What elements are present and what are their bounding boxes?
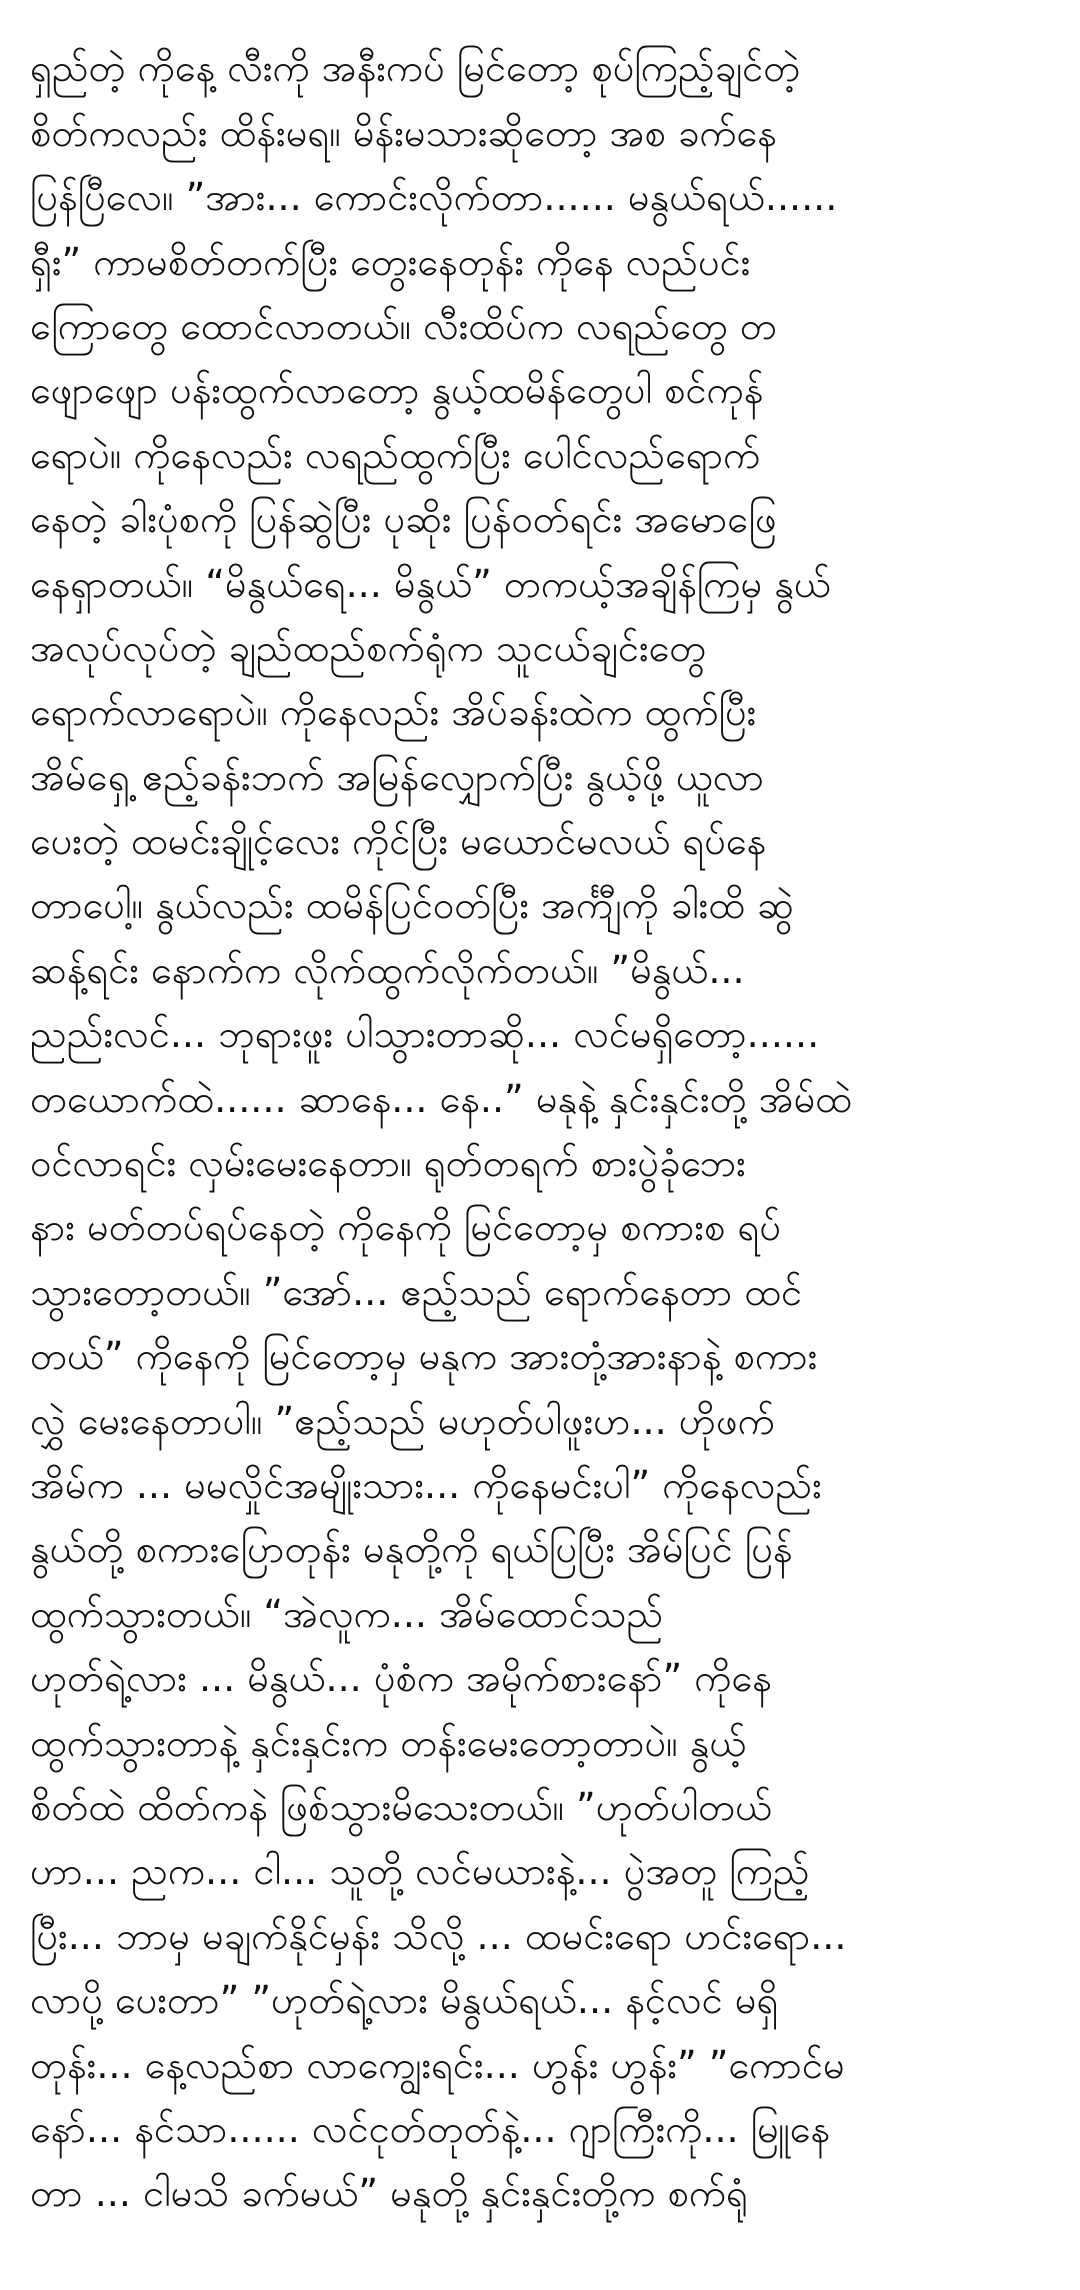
text-line: ဆန့်ရင်း နောက်က လိုက်ထွက်လိုက်တယ်။ ”မိနွယ်... (30, 947, 745, 992)
text-line: ကြောတွေ ထောင်လာတယ်။ လီးထိပ်က လရည်တွေ တ (30, 303, 777, 348)
text-line: ထွက်သွားတာနဲ့ နှင်းနှင်းက တန်းမေးတော့တာပဲ။ နွယ့် (30, 1720, 747, 1765)
text-line: တုန်း... နေ့လည်စာ လာကျွေးရင်း... ဟွန်း ဟွန်း” ”ကောင်မ (30, 2042, 845, 2087)
text-line: ပြန်ပြီလေ။ ”အား... ကောင်းလိုက်တာ...... မနွယ်ရယ်...... (30, 175, 838, 220)
text-line: တာပေါ့။ နွယ်လည်း ထမိန်ပြင်ဝတ်ပြီး အင်္ကျီကို ခါးထိ ဆွဲ (30, 883, 794, 928)
text-line: တာ ... ငါမသိ ခက်မယ်” မနုတို့ နှင်းနှင်းတို့က စက်ရုံ (30, 2171, 748, 2216)
text-line: စိတ်ကလည်း ထိန်းမရ။ မိန်းမသားဆိုတော့ အစ ခက်နေ (30, 110, 777, 155)
text-line: ညည်းလင်... ဘုရားဖူး ပါသွားတာဆို... လင်မရှိတော့...... (30, 1012, 820, 1057)
text-line: သွားတော့တယ်။ ”အော်... ဧည့်သည် ရောက်နေတာ ထင် (30, 1269, 803, 1314)
text-line: ဖျောဖျော ပန်းထွက်လာတော့ နွယ့်ထမိန်တွေပါ စင်ကုန် (30, 368, 764, 413)
text-line: ရောက်လာရောပဲ။ ကိုနေလည်း အိပ်ခန်းထဲက ထွက်ပြီး (30, 690, 757, 735)
text-line: နော်... နင်သာ...... လင်ငုတ်တုတ်နဲ့... ဂျာကြီးကို... မြူနေ (30, 2106, 831, 2151)
text-line: နွယ်တို့ စကားပြောတုန်း မနုတို့ကို ရယ်ပြပြီး အိမ်ပြင် ပြန် (30, 1527, 793, 1572)
text-line: အလုပ်လုပ်တဲ့ ချည်ထည်စက်ရုံက သူငယ်ချင်းတွေ (30, 625, 707, 670)
text-line: ပေးတဲ့ ထမင်းချိုင့်လေး ကိုင်ပြီး မယောင်မလယ် ရပ်နေ (30, 819, 767, 864)
text-line: နား မတ်တပ်ရပ်နေတဲ့ ကိုနေကို မြင်တော့မှ စကားစ ရပ် (30, 1205, 782, 1250)
text-line: အိမ်က ... မမလှိုင်အမျိုးသား... ကိုနေမင်းပါ” ကိုနေလည်း (30, 1462, 822, 1507)
text-line (30, 0, 1062, 36)
text-line: တယောက်ထဲ...... ဆာနေ... နေ..” မနုနဲ့ နှင်းနှင်းတို့ အိမ်ထဲ (30, 1076, 853, 1121)
text-line: လွှဲ မေးနေတာပါ။ ”ဧည့်သည် မဟုတ်ပါဖူးဟ... ဟိုဖက် (30, 1398, 775, 1443)
text-line: ဝင်လာရင်း လှမ်းမေးနေတာ။ ရုတ်တရက် စားပွဲခုံဘေး (30, 1141, 746, 1186)
text-line: ဟာ... ညက... ငါ... သူတို့ လင်မယားနဲ့... ပွဲအတူ ကြည့် (30, 1849, 810, 1894)
text-line: ပြီး... ဘာမှ မချက်နိုင်မှန်း သိလို့ ... ထမင်းရော ဟင်းရော... (30, 1913, 847, 1958)
text-line: ရှည်တဲ့ ကိုနေ့ လီးကို အနီးကပ် မြင်တော့ စုပ်ကြည့်ချင်တဲ့ (30, 46, 801, 91)
text-line: စိတ်ထဲ ထိတ်ကနဲ ဖြစ်သွားမိသေးတယ်။ ”ဟုတ်ပါတယ် (30, 1784, 773, 1829)
text-line: ရောပဲ။ ကိုနေလည်း လရည်ထွက်ပြီး ပေါင်လည်ရောက် (30, 432, 761, 477)
text-line: ဟုတ်ရဲ့လား ... မိနွယ်... ပုံစံက အမိုက်စားနော်” ကိုနေ (30, 1656, 772, 1701)
text-line: ရှီး” ကာမစိတ်တက်ပြီး တွေးနေတုန်း ကိုနေ လည်ပင်း (30, 239, 751, 284)
text-line: နေရှာတယ်။ “မိနွယ်ရေ... မိနွယ်” တကယ့်အချိန်ကြမှ နွယ် (30, 561, 831, 606)
text-line: ထွက်သွားတယ်။ “အဲလူက... အိမ်ထောင်သည် (30, 1591, 664, 1636)
text-line: နေတဲ့ ခါးပုံစကို ပြန်ဆွဲပြီး ပုဆိုး ပြန်ဝတ်ရင်း အမောဖြေ (30, 497, 777, 542)
text-line: တယ်” ကိုနေကို မြင်တော့မှ မနုက အားတုံ့အားနာနဲ့ စကား (30, 1334, 818, 1379)
text-line: လာပို့ ပေးတာ” ”ဟုတ်ရဲ့လား မိနွယ်ရယ်... နင့်လင် မရှိ (30, 1978, 779, 2023)
text-line: အိမ်ရှေ့ ဧည့်ခန်းဘက် အမြန်လျှောက်ပြီး နွယ့်ဖို့ ယူလာ (30, 754, 764, 799)
text-line (30, 2226, 1062, 2290)
